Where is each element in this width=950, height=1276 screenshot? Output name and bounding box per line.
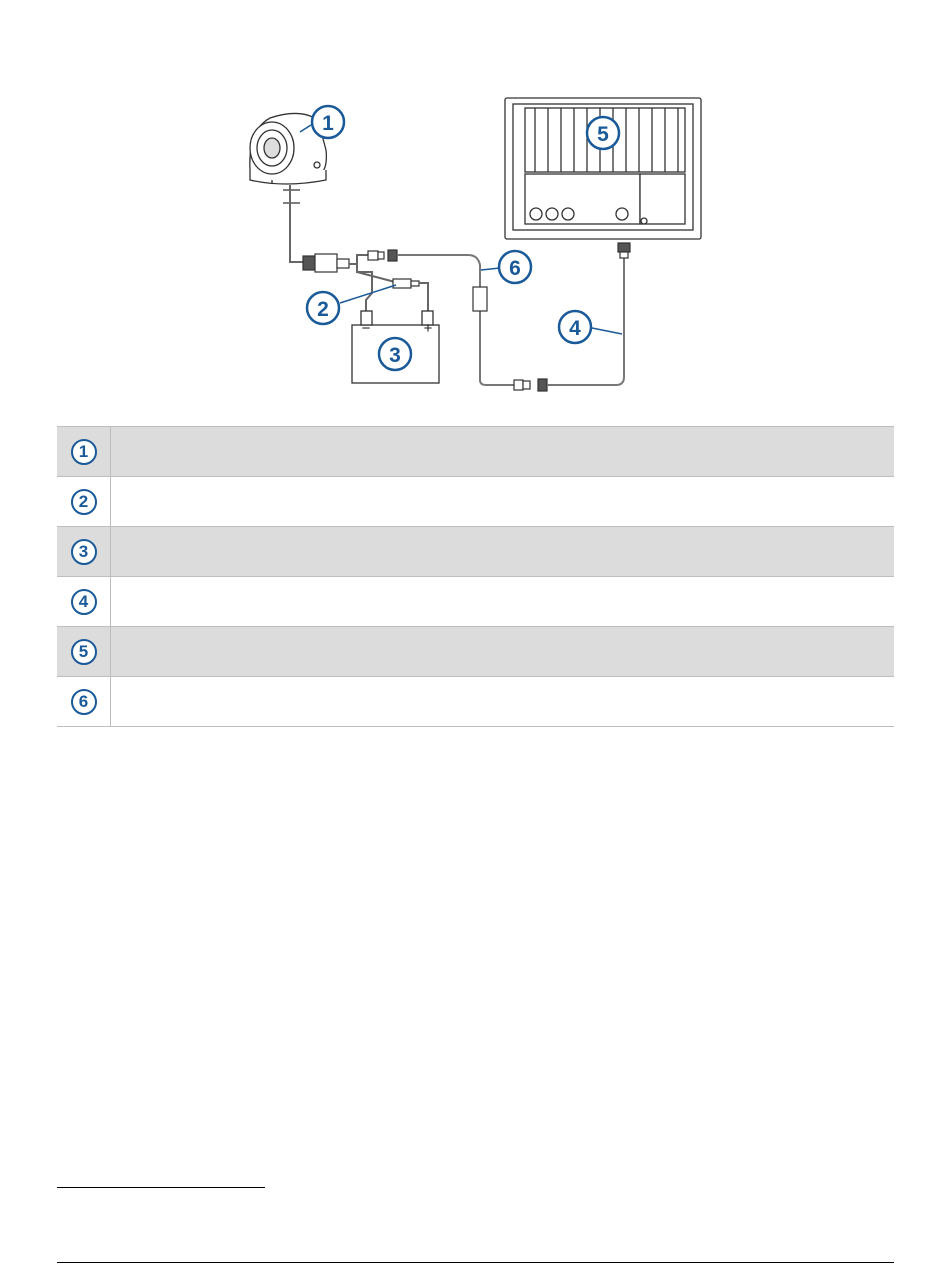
ethernet-connector-pair (368, 250, 397, 261)
legend-description (111, 527, 895, 577)
callout-5-label: 5 (597, 123, 609, 146)
legend-description (111, 427, 895, 477)
footnote-divider (57, 1187, 265, 1188)
battery-plus: + (423, 320, 433, 337)
legend-row (57, 527, 894, 577)
legend-number: 2 (71, 489, 97, 515)
callout-2 (307, 292, 339, 324)
callout-3-label: 3 (389, 344, 401, 367)
callout-1-label: 1 (322, 112, 334, 135)
legend-description (111, 577, 895, 627)
legend-row (57, 677, 894, 727)
callout-3 (379, 338, 411, 370)
callout-5 (587, 117, 619, 149)
callout-1 (312, 106, 344, 138)
fuse-holder (393, 279, 419, 288)
callout-2-label: 2 (317, 298, 329, 321)
legend-description (111, 677, 895, 727)
splitter-connector (303, 254, 349, 272)
legend-row (57, 477, 894, 527)
camera-cable (290, 185, 305, 262)
callout-legend-table (57, 426, 894, 727)
lower-connector-pair (514, 379, 547, 391)
ferrite-choke (473, 287, 487, 311)
legend-number: 5 (71, 639, 97, 665)
legend-number: 1 (71, 439, 97, 465)
legend-row (57, 427, 894, 477)
legend-row (57, 627, 894, 677)
legend-number: 3 (71, 539, 97, 565)
display-connector (618, 243, 630, 258)
callout-6-label: 6 (509, 257, 521, 280)
legend-number: 6 (71, 689, 97, 715)
legend-description (111, 477, 895, 527)
page-footer-divider (57, 1262, 894, 1263)
callout-4 (559, 311, 591, 343)
wiring-diagram (0, 0, 950, 420)
legend-row (57, 577, 894, 627)
battery-minus: − (361, 320, 371, 337)
callout-4-label: 4 (569, 317, 581, 340)
callout-6 (499, 251, 531, 283)
legend-number: 4 (71, 589, 97, 615)
legend-description (111, 627, 895, 677)
